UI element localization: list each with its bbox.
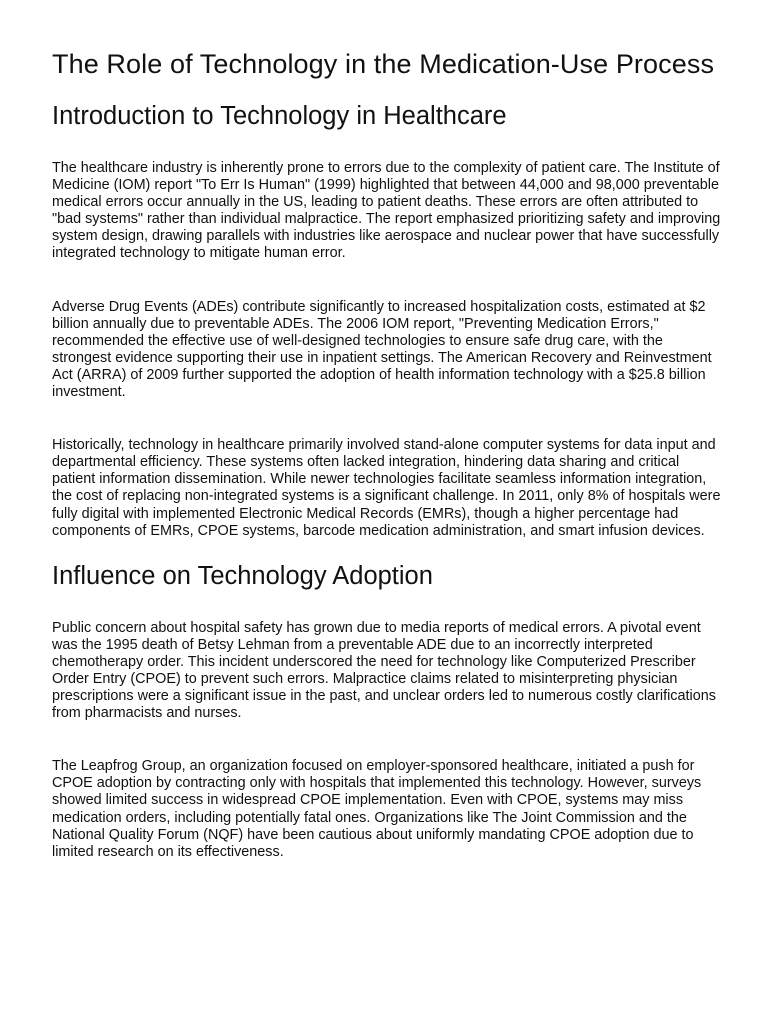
paragraph: The healthcare industry is inherently prone to errors due to the complexity of patient care. The Institute of Medicine (IOM) report "To Err Is Human" (1999) highlighted that between 44,000 and 98,000 preventable medical errors occur annually in the US, leading to patient deaths. These errors are often attributed to "bad systems" rather than individual malpractice. The report emphasized prioritizing safety and improving system design, drawing parallels with industries like aerospace and nuclear power that have successfully integrated technology to mitigate human error. (52, 160, 721, 262)
paragraph: The Leapfrog Group, an organization focused on employer-sponsored healthcare, initiated a push for CPOE adoption by contracting only with hospitals that implemented this technology. However, surveys showed limited success in widespread CPOE implementation. Even with CPOE, systems may miss medication orders, including potentially fatal ones. Organizations like The Joint Commission and the National Quality Forum (NQF) have been cautious about uniformly mandating CPOE adoption due to limited research on its effectiveness. (52, 758, 702, 860)
paragraph: Historically, technology in healthcare primarily involved stand-alone computer systems for data input and departmental efficiency. These systems often lacked integration, hindering data sharing and critical patient information dissemination. While newer technologies facilitate seamless information integration, the cost of replacing non-integrated systems is a significant challenge. In 2011, only 8% of hospitals were fully digital with implemented Electronic Medical Records (EMRs), though a higher percentage had components of EMRs, CPOE systems, barcode medication administration, and smart infusion devices. (52, 437, 721, 539)
document-title: The Role of Technology in the Medication-Use Process (52, 49, 715, 79)
paragraph: Adverse Drug Events (ADEs) contribute significantly to increased hospitalization costs, estimated at $2 billion annually due to preventable ADEs. The 2006 IOM report, "Preventing Medication Errors," recommended the effective use of well-designed technologies to ensure safe drug care, with the strongest evidence supporting their use in inpatient settings. The American Recovery and Reinvestment Act (ARRA) of 2009 further supported the adoption of health information technology with a $25.8 billion investment. (52, 298, 712, 401)
document-page (52, 48, 722, 897)
paragraph: Public concern about hospital safety has grown due to media reports of medical errors. A pivotal event was the 1995 death of Betsy Lehman from a preventable ADE due to an incorrectly interpreted chemotherapy order. This incident underscored the need for technology like Computerized Prescriber Order Entry (CPOE) to prevent such errors. Malpractice claims related to misinterpreting physician prescriptions were a significant issue in the past, and unclear orders led to numerous costly clarifications from pharmacists and nurses. (52, 619, 716, 722)
section-heading-influence: Influence on Technology Adoption (52, 561, 433, 590)
section-heading-introduction: Introduction to Technology in Healthcare (52, 102, 507, 130)
